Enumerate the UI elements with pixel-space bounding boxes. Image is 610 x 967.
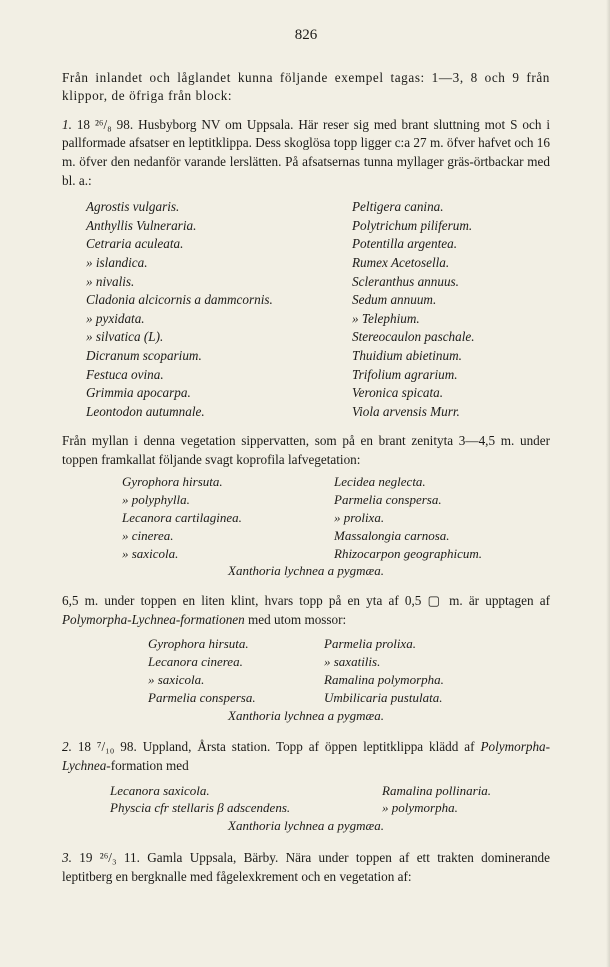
list-item: Dicranum scoparium. bbox=[86, 347, 202, 363]
species-list-2 bbox=[62, 473, 550, 562]
list-item: » pyxidata. bbox=[86, 310, 145, 326]
locality-2-number: 2. bbox=[62, 739, 72, 755]
list-item: Gyrophora hirsuta. bbox=[122, 474, 223, 490]
list-item: Viola arvensis Murr. bbox=[352, 403, 460, 419]
paragraph-3-start: 6,5 m. under toppen en liten klint, hvars topp på en yta af 0,5 ▢ m. är upptagen af bbox=[62, 593, 550, 609]
list-item: Sedum annuum. bbox=[352, 292, 437, 308]
species-list-3-right bbox=[324, 635, 444, 706]
list-item: Parmelia conspersa. bbox=[334, 492, 442, 508]
list-item: Trifolium agrarium. bbox=[352, 366, 458, 382]
list-item: Cetraria aculeata. bbox=[86, 236, 184, 252]
species-list-3-last: Xanthoria lychnea a pygmæa. bbox=[228, 707, 384, 723]
list-item: Massalongia carnosa. bbox=[334, 527, 450, 543]
list-item: Ramalina polymorpha. bbox=[324, 672, 444, 688]
paragraph-3-formation: Polymorpha-Lychnea-formationen bbox=[62, 611, 245, 627]
list-item: Cladonia alcicornis a dammcornis. bbox=[86, 292, 273, 308]
list-item: Lecidea neglecta. bbox=[334, 474, 426, 490]
species-list-4-last: Xanthoria lychnea a pygmæa. bbox=[228, 818, 384, 834]
paragraph-2: Från myllan i denna vegetation sippervatten, som på en brant zenityta 3—4,5 m. under toppen framkallat följande svagt koprofila lafvegetation: bbox=[62, 433, 550, 467]
list-item: » islandica. bbox=[86, 254, 148, 270]
locality-1-paragraph bbox=[62, 116, 550, 190]
species-list-2-right bbox=[334, 473, 482, 562]
list-item: Festuca ovina. bbox=[86, 366, 164, 382]
locality-2-end: -formation med bbox=[106, 758, 189, 774]
locality-3-number: 3. bbox=[62, 850, 72, 865]
list-item: Parmelia conspersa. bbox=[148, 689, 256, 705]
list-item: Gyrophora hirsuta. bbox=[148, 636, 249, 652]
species-list-2-left bbox=[122, 473, 334, 562]
list-item: Peltigera canina. bbox=[352, 199, 444, 215]
list-item: Grimmia apocarpa. bbox=[86, 385, 191, 401]
species-list-1-right bbox=[352, 198, 475, 421]
species-list-1-left bbox=[86, 198, 314, 421]
locality-1-date: 18 ²⁶/₈ 98. bbox=[76, 116, 134, 132]
locality-3-paragraph bbox=[62, 849, 550, 886]
list-item: Lecanora cinerea. bbox=[148, 654, 243, 670]
list-item: Veronica spicata. bbox=[352, 385, 444, 401]
locality-3-date: 19 ²⁶/₃ 11. bbox=[79, 850, 140, 865]
list-item: Umbilicaria pustulata. bbox=[324, 689, 443, 705]
species-list-3 bbox=[62, 635, 550, 706]
list-item: Lecanora saxicola. bbox=[110, 782, 210, 798]
species-list-1 bbox=[62, 198, 550, 421]
list-item: » prolixa. bbox=[334, 510, 385, 526]
locality-2-date: 18 ⁷/₁₀ 98. bbox=[77, 739, 137, 755]
list-item: Polytrichum piliferum. bbox=[352, 217, 473, 233]
list-item: » polyphylla. bbox=[122, 492, 190, 508]
list-item: Leontodon autumnale. bbox=[86, 403, 205, 419]
list-item: Lecanora cartilaginea. bbox=[122, 510, 242, 526]
locality-1-text: Husbyborg NV om Uppsala. Här reser sig med brant sluttning mot S och i pallformade afsatser en leptitklippa. Dess skoglösa topp ligger c:a 27 m. öfver hafvet och 16 m. öfver den nedanför varande lerslätten. På afsatsernas tunna myllager gräs-örtbackar med bl. a.: bbox=[62, 116, 551, 188]
locality-2-text: Uppland, Årsta station. Topp af öppen leptitklippa klädd af bbox=[142, 739, 475, 755]
page-number: 826 bbox=[294, 27, 318, 43]
species-list-4 bbox=[62, 782, 550, 818]
species-list-3-left bbox=[148, 635, 324, 706]
list-item: » saxicola. bbox=[148, 672, 205, 688]
list-item: » nivalis. bbox=[86, 273, 135, 289]
list-item: Rhizocarpon geographicum. bbox=[334, 545, 483, 561]
species-list-4-right bbox=[382, 782, 491, 818]
list-item: » polymorpha. bbox=[382, 800, 458, 816]
intro-paragraph: Från inlandet och låglandet kunna följande exempel tagas: 1—3, 8 och 9 från klippor, de öfriga från block: bbox=[62, 69, 550, 104]
list-item: » saxicola. bbox=[122, 545, 179, 561]
list-item: Anthyllis Vulneraria. bbox=[86, 217, 197, 233]
list-item: Scleranthus annuus. bbox=[352, 273, 459, 289]
locality-2-paragraph bbox=[62, 738, 550, 775]
list-item: Ramalina pollinaria. bbox=[382, 782, 492, 798]
locality-1-number: 1. bbox=[62, 116, 72, 132]
locality-2-formation: Polymorpha-Lychnea bbox=[62, 739, 551, 774]
page bbox=[62, 26, 550, 886]
list-item: Parmelia prolixa. bbox=[324, 636, 416, 652]
paragraph-3 bbox=[62, 592, 550, 629]
species-list-4-left bbox=[110, 782, 382, 818]
list-item: Rumex Acetosella. bbox=[352, 254, 450, 270]
list-item: » Telephium. bbox=[352, 310, 420, 326]
list-item: Potentilla argentea. bbox=[352, 236, 457, 252]
list-item: » saxatilis. bbox=[324, 654, 381, 670]
list-item: Thuidium abietinum. bbox=[352, 347, 462, 363]
list-item: Stereocaulon paschale. bbox=[352, 329, 475, 345]
list-item: Physcia cfr stellaris β adscendens. bbox=[110, 800, 291, 816]
paragraph-3-end: med utom mossor: bbox=[248, 611, 347, 627]
locality-3-text: Gamla Uppsala, Bärby. Nära under toppen af ett trakten dominerande leptitberg en bergknalle med fågelexkrement och en vegetation af: bbox=[62, 850, 551, 884]
list-item: Agrostis vulgaris. bbox=[86, 199, 180, 215]
species-list-2-last: Xanthoria lychnea a pygmæa. bbox=[228, 563, 384, 579]
list-item: » silvatica (L). bbox=[86, 329, 164, 345]
list-item: » cinerea. bbox=[122, 527, 174, 543]
page-edge-shadow bbox=[606, 0, 610, 967]
